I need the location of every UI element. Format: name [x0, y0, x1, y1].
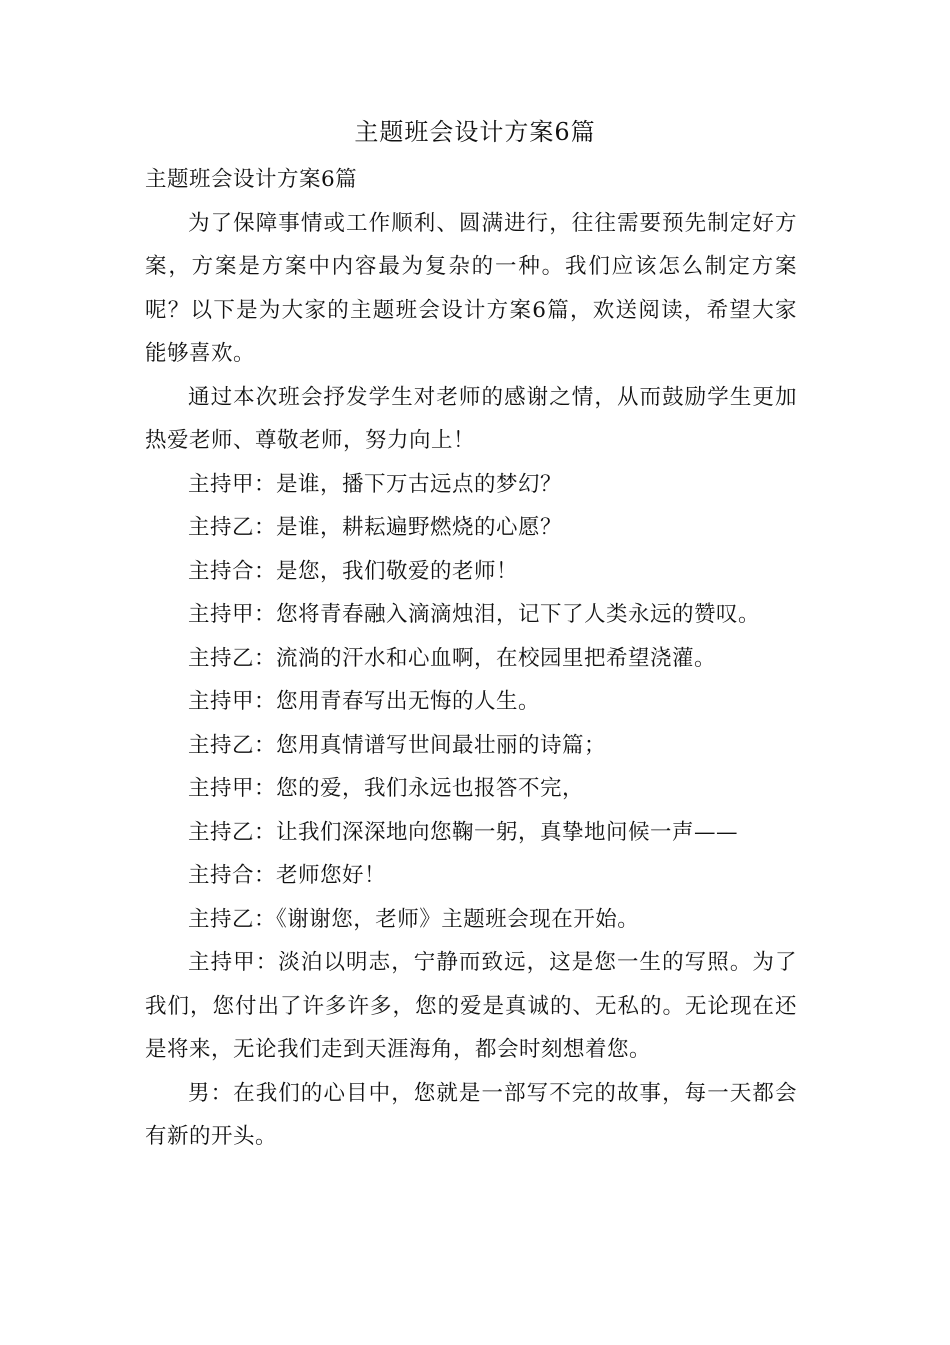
script-line: 主持甲：您将青春融入滴滴烛泪，记下了人类永远的赞叹。: [188, 602, 761, 627]
intro-paragraph: 为了保障事情或工作顺利、圆满进行，往往需要预先制定好方案，方案是方案中内容最为复杂的一种。我们应该怎么制定方案呢？以下是为大家的主题班会设计方案6篇，欢送阅读，希望大家能够喜欢。: [145, 210, 797, 366]
script-line: 主持乙：流淌的汗水和心血啊，在校园里把希望浇灌。: [188, 645, 717, 671]
script-line: 主持甲：淡泊以明志，宁静而致远，这是您一生的写照。为了我们，您付出了许多许多，您的爱是真诚的、无私的。无论现在还是将来，无论我们走到天涯海角，都会时刻想着您。: [145, 950, 797, 1062]
script-line: 主持甲：您用青春写出无悔的人生。: [188, 689, 541, 714]
script-line: 主持合：是您，我们敬爱的老师！: [188, 558, 519, 584]
script-line: 主持甲：是谁，播下万古远点的梦幻？: [188, 471, 563, 497]
script-line: 主持甲：您的爱，我们永远也报答不完，: [188, 776, 585, 801]
script-line: 主持乙：是谁，耕耘遍野燃烧的心愿？: [188, 515, 563, 540]
script-line: 主持乙：让我们深深地向您鞠一躬，真挚地问候一声——: [188, 819, 739, 845]
script-line: 主持乙：您用真情谱写世间最壮丽的诗篇；: [188, 732, 607, 758]
document-body: [145, 158, 797, 1159]
document-subtitle: 主题班会设计方案6篇: [145, 167, 358, 192]
document-title: 主题班会设计方案6篇: [354, 118, 596, 146]
script-line: 男：在我们的心目中，您就是一部写不完的故事，每一天都会有新的开头。: [145, 1080, 797, 1149]
script-line: 主持合：老师您好！: [188, 863, 387, 888]
script-line: 主持乙：《谢谢您，老师》主题班会现在开始。: [188, 906, 640, 932]
purpose-paragraph: 通过本次班会抒发学生对老师的感谢之情，从而鼓励学生更加热爱老师、尊敬老师，努力向上！: [145, 384, 797, 453]
